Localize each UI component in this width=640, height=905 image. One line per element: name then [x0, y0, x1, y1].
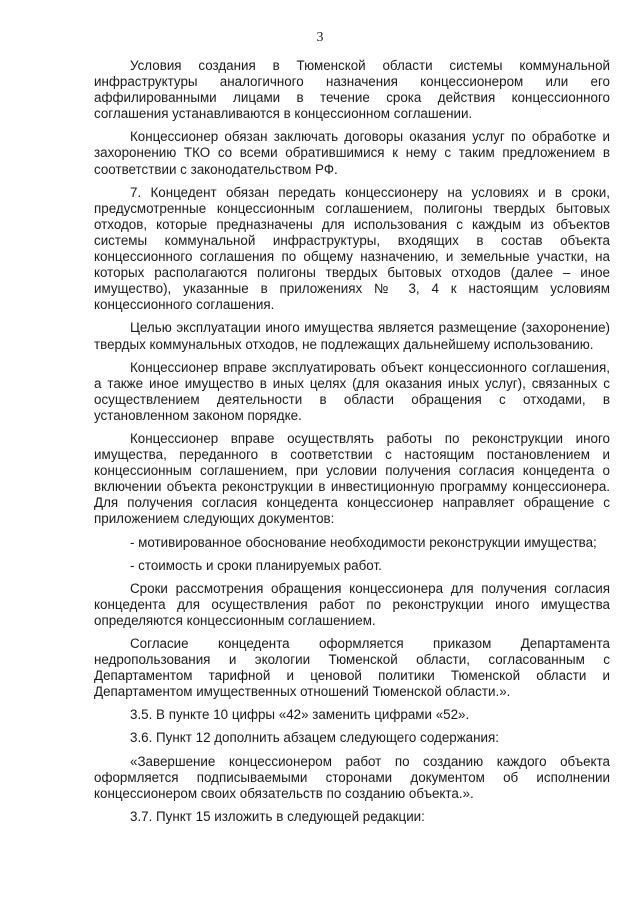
paragraph-other-purposes: Концессионер вправе эксплуатировать объект концессионного соглашения, а также иное имущество в иных целях (для оказания иных услуг), связанных с осуществлением деятельности в области обращения с отходами, в установленном законом порядке. — [94, 359, 610, 423]
paragraph-item-3-6: 3.6. Пункт 12 дополнить абзацем следующего содержания: — [130, 730, 499, 746]
paragraph-review-terms: Сроки рассмотрения обращения концессионера для получения согласия концедента для осуществления работ по реконструкции иного имущества определяются концессионным соглашением. — [94, 580, 610, 628]
paragraph-infrastructure-conditions: Условия создания в Тюменской области системы коммунальной инфраструктуры аналогичного назначения концессионером или его аффилированными лицами в течение срока действия концессионного соглашения устанавливаются в концессионном соглашении. — [94, 58, 610, 122]
list-item-justification: - мотивированное обоснование необходимости реконструкции имущества; — [130, 534, 597, 550]
list-item-cost-terms: - стоимость и сроки планируемых работ. — [130, 557, 382, 573]
page-number: 3 — [316, 30, 324, 45]
paragraph-consent-order: Согласие концедента оформляется приказом Департамента недропользования и экологии Тюменской области, согласованным с Департаментом тарифной и ценовой политики Тюменской области и Департаментом имущественных отношений Тюменской области.». — [94, 636, 610, 700]
paragraph-reconstruction: Концессионер вправе осуществлять работы по реконструкции иного имущества, переданного в соответствии с настоящим постановлением и концессионным соглашением, при условии получения согласия концедента о включении объекта реконструкции в инвестиционную программу концессионера. Для получения согласия концедента концессионер направляет обращение с приложением следующих документов: — [94, 430, 610, 527]
paragraph-tko-contracts: Концессионер обязан заключать договоры оказания услуг по обработке и захоронению ТКО со всеми обратившимися к нему с таким предложением в соответствии с законодательством РФ. — [94, 129, 610, 177]
paragraph-operation-purpose: Целью эксплуатации иного имущества является размещение (захоронение) твердых коммунальных отходов, не подлежащих дальнейшему использованию. — [94, 320, 610, 352]
paragraph-item-3-5: 3.5. В пункте 10 цифры «42» заменить цифрами «52». — [130, 707, 470, 723]
paragraph-item-7: 7. Концедент обязан передать концессионеру на условиях и в сроки, предусмотренные концессионным соглашением, полигоны твердых бытовых отходов, которые предназначены для использования с каждым из объектов системы коммунальной инфраструктуры, входящих в состав объекта концессионного соглашения по общему назначению, и земельные участки, на которых располагаются полигоны твердых бытовых отходов (далее – иное имущество), указанные в приложениях № 3, 4 к настоящим условиям концессионного соглашения. — [94, 184, 610, 313]
document-body — [94, 58, 610, 832]
paragraph-item-3-7: 3.7. Пункт 15 изложить в следующей редакции: — [130, 808, 425, 824]
paragraph-quoted-completion: «Завершение концессионером работ по созданию каждого объекта оформляется подписываемыми сторонами документом об исполнении концессионером своих обязательств по созданию объекта.». — [94, 753, 610, 801]
